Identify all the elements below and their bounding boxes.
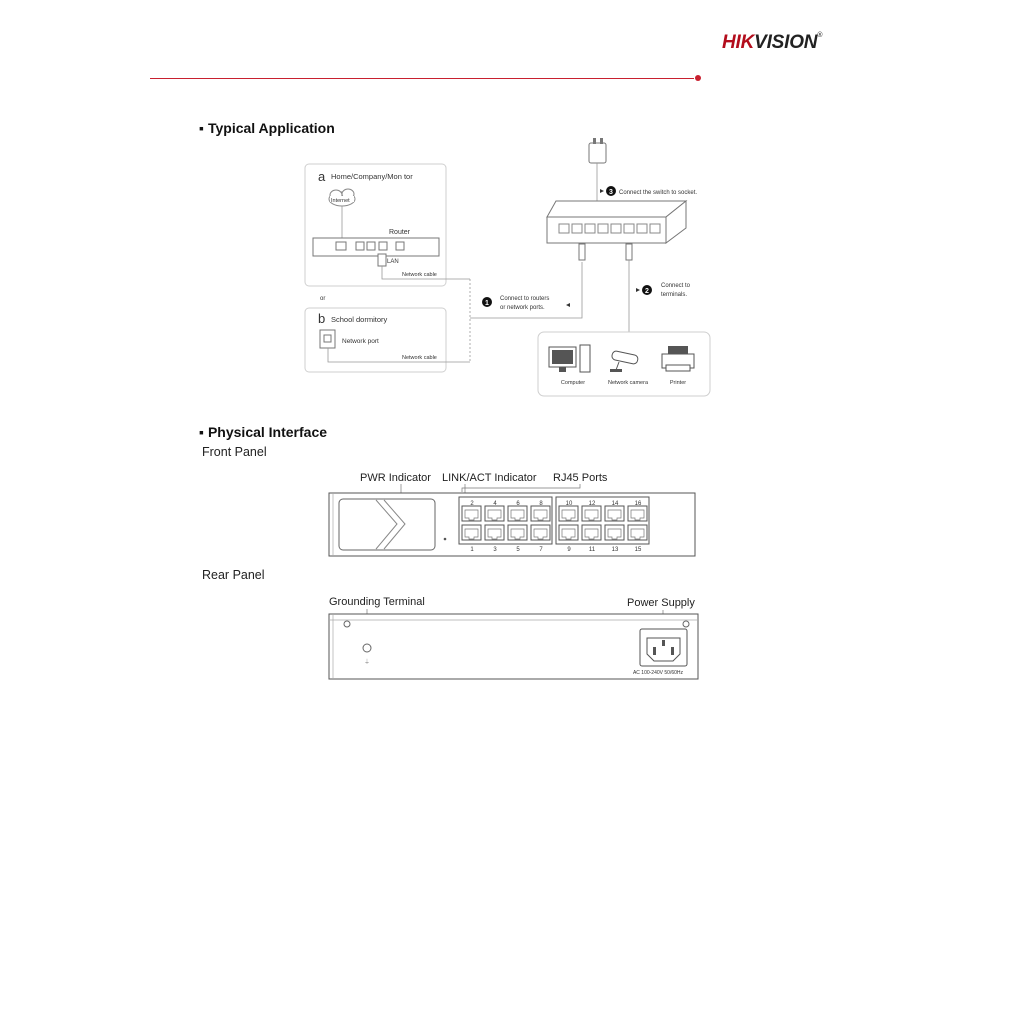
rj45-port [531,525,550,540]
scenario-a-label: Home/Company/Mon tor [331,172,413,181]
brand-logo-hik: HIK [722,32,755,53]
terminal-computer-label: Computer [560,380,586,386]
rj45-port [531,506,550,521]
rj45-port [462,525,481,540]
power-pin-icon [662,640,665,646]
step-1-text-1: Connect to routers [500,296,550,302]
rj45-port [628,525,647,540]
bullet-icon: ▪ [199,424,204,440]
power-pin-icon [671,647,674,655]
callout-power-supply: Power Supply [627,597,695,609]
typical-application-title: Typical Application [207,120,335,136]
front-panel-plate [339,499,435,550]
rj45-bracket [462,484,580,492]
bullet-icon: ▪ [199,120,204,136]
scenario-b-cable-label: Network cable [402,355,437,361]
rj45-port [485,506,504,521]
screw-icon [344,621,350,627]
callout-rj45: RJ45 Ports [553,472,608,484]
scenario-b-letter: b [318,311,326,326]
rj45-port [508,506,527,521]
front-panel-diagram [0,460,1024,570]
port-number-bottom: 3 [493,547,497,553]
port-number-bottom: 11 [588,547,596,553]
switch-icon [547,201,686,260]
port-number-bottom: 15 [634,547,642,553]
rear-panel-diagram [0,588,1024,688]
brand-logo-vision: VISION [754,32,818,53]
internet-label: Internet [331,198,350,204]
step-2-arrow-icon [636,288,640,292]
port-number-top: 4 [493,501,497,507]
terminal-printer-label: Printer [669,380,687,386]
rj45-port [605,506,624,521]
screw-icon [683,621,689,627]
rj45-port [582,525,601,540]
power-pin-icon [653,647,656,655]
physical-interface-heading [199,424,327,440]
step-3-text: Connect the switch to socket. [619,190,698,196]
scenario-a-cable-label: Network cable [402,272,437,278]
rj45-port [628,506,647,521]
port-number-bottom: 9 [567,547,571,553]
rj45-port [605,525,624,540]
power-rating: AC 100-240V 50/60Hz [632,670,684,676]
network-port-icon [320,330,335,348]
front-panel-label: Front Panel [202,445,267,459]
physical-interface-title: Physical Interface [207,424,328,440]
rj45-port [559,525,578,540]
port-number-top: 2 [470,501,474,507]
step-2-text-2: terminals. [661,292,688,298]
rj45-port [485,525,504,540]
scenario-a-box [305,164,446,286]
step-2-number: 2 [645,288,649,295]
network-port-label: Network port [342,338,379,345]
port-number-top: 14 [611,501,619,507]
port-number-top: 8 [539,501,543,507]
rj45-port [508,525,527,540]
rear-panel-label: Rear Panel [202,568,265,582]
ground-symbol-icon: ⏚ [363,660,371,666]
callout-link-act: LINK/ACT Indicator [442,472,537,484]
port-number-top: 16 [634,501,642,507]
step-3-number: 3 [609,189,613,196]
callout-grounding: Grounding Terminal [329,596,425,608]
port-number-top: 6 [516,501,520,507]
step-1-arrow-icon [566,303,570,307]
port-number-bottom: 13 [611,547,619,553]
scenario-b-label: School dormitory [331,315,388,324]
lan-label: LAN [387,259,399,265]
terminal-camera-label: Network camera [607,380,649,386]
rj45-port [582,506,601,521]
power-adapter-icon [589,138,606,163]
step-1-text-2: or network ports. [500,305,545,311]
pwr-led-icon [444,538,447,541]
grounding-terminal-icon [363,644,371,652]
scenario-a-letter: a [318,169,326,184]
rj45-port [462,506,481,521]
step-1-number: 1 [485,300,489,307]
callout-pwr: PWR Indicator [360,472,431,484]
port-number-top: 12 [588,501,596,507]
step-2-text-1: Connect to [661,283,691,289]
port-number-bottom: 7 [539,547,543,553]
port-number-bottom: 5 [516,547,520,553]
rj45-port [559,506,578,521]
port-number-bottom: 1 [470,547,474,553]
typical-application-diagram [0,0,1024,420]
brand-logo-reg: ® [817,32,823,39]
step-3-arrow-icon [600,189,604,193]
router-label: Router [389,229,411,236]
or-label: or [320,296,326,302]
port-number-top: 10 [565,501,573,507]
